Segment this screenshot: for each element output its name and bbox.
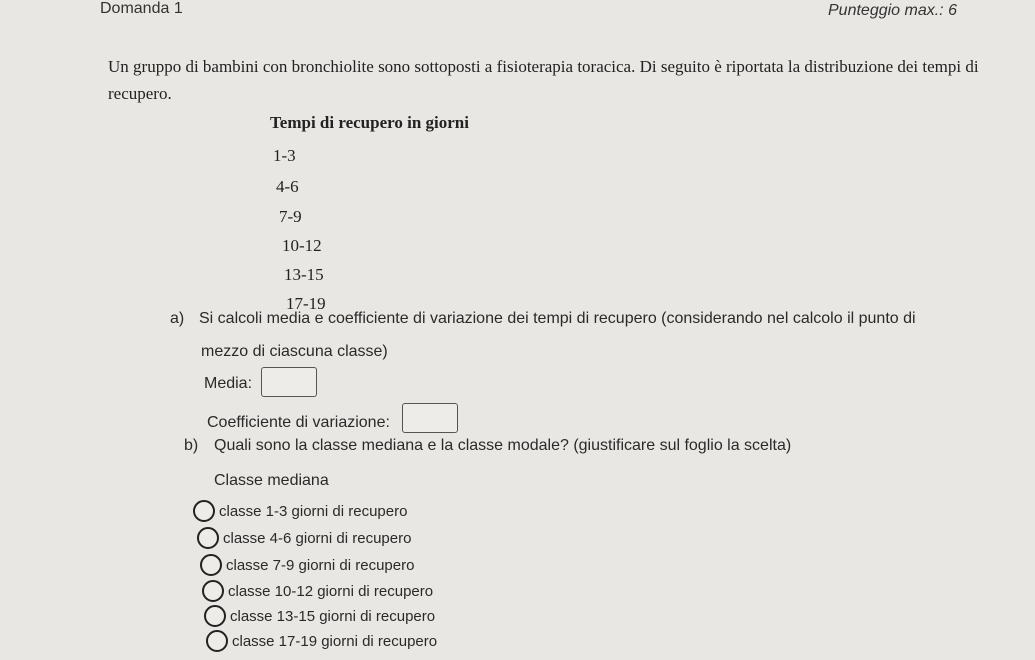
cv-label: Coefficiente di variazione: <box>207 414 390 431</box>
option-label: classe 17-19 giorni di recupero <box>232 632 438 650</box>
radio-button[interactable] <box>204 605 226 627</box>
question-title: Domanda 1 <box>100 0 183 17</box>
intro-text-line2: recupero. <box>108 84 172 103</box>
radio-button[interactable] <box>206 630 228 652</box>
media-input[interactable] <box>261 367 317 397</box>
table-class-row: 10-12 <box>282 236 322 255</box>
option-label: classe 4-6 giorni di recupero <box>223 529 412 547</box>
option-classe-10-12[interactable] <box>202 580 433 602</box>
intro-text-line1: Un gruppo di bambini con bronchiolite sono sottoposti a fisioterapia toracica. Di seguito è riportata la distribuzione dei tempi di <box>108 57 979 76</box>
option-classe-7-9[interactable] <box>200 554 414 576</box>
option-classe-1-3[interactable] <box>193 500 407 522</box>
table-class-row: 17-19 <box>286 294 326 313</box>
option-classe-4-6[interactable] <box>197 527 411 549</box>
option-classe-17-19[interactable] <box>206 630 437 652</box>
table-class-row: 13-15 <box>284 265 324 284</box>
question-b-text: Quali sono la classe mediana e la classe modale? (giustificare sul foglio la scelta) <box>214 437 792 454</box>
question-a-label: a) <box>170 310 185 327</box>
media-label: Media: <box>204 375 253 392</box>
option-label: classe 10-12 giorni di recupero <box>228 582 434 600</box>
table-class-row: 7-9 <box>279 207 302 226</box>
table-class-row: 4-6 <box>276 177 299 196</box>
option-classe-13-15[interactable] <box>204 605 435 627</box>
radio-button[interactable] <box>193 500 215 522</box>
question-a-text-line1: Si calcoli media e coefficiente di variazione dei tempi di recupero (considerando nel calcolo il punto di <box>199 310 916 327</box>
option-label: classe 13-15 giorni di recupero <box>230 607 436 625</box>
option-label: classe 1-3 giorni di recupero <box>219 502 408 520</box>
question-a-text-line2: mezzo di ciascuna classe) <box>201 343 388 360</box>
radio-button[interactable] <box>200 554 222 576</box>
cv-input[interactable] <box>402 403 458 433</box>
question-b-label: b) <box>184 437 199 454</box>
radio-button[interactable] <box>197 527 219 549</box>
option-label: classe 7-9 giorni di recupero <box>226 556 415 574</box>
radio-button[interactable] <box>202 580 224 602</box>
table-header: Tempi di recupero in giorni <box>270 113 469 132</box>
max-score: Punteggio max.: 6 <box>828 2 957 19</box>
classe-mediana-label: Classe mediana <box>214 472 329 489</box>
table-class-row: 1-3 <box>273 146 296 165</box>
